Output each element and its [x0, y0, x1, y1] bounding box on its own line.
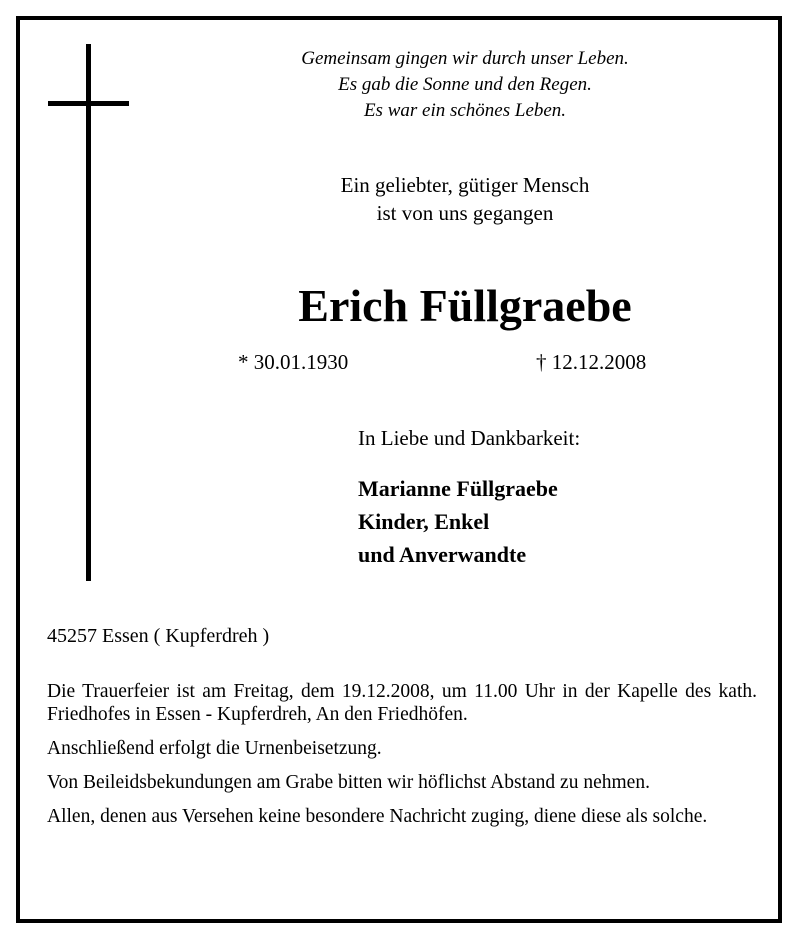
intro-line: ist von uns gegangen — [376, 201, 554, 225]
thanks-line: In Liebe und Dankbarkeit: — [358, 426, 581, 450]
mourner-name: und Anverwandte — [358, 542, 527, 567]
mourner-name: Kinder, Enkel — [358, 509, 490, 534]
mourners-list — [358, 472, 558, 571]
notice-paragraph: Anschließend erfolgt die Urnenbeisetzung. — [47, 738, 382, 759]
notice-paragraph: Von Beileidsbekundungen am Grabe bitten wir höflichst Abstand zu nehmen. — [47, 772, 650, 793]
birth-date: * 30.01.1930 — [238, 350, 349, 374]
deceased-name: Erich Füllgraebe — [298, 280, 632, 331]
notice-paragraph: Die Trauerfeier ist am Freitag, dem 19.12.2008, um 11.00 Uhr in der Kapelle des kath. Friedhofes in Essen - Kupferdreh, An den Friedhöfen. — [47, 681, 757, 725]
poem-line: Gemeinsam gingen wir durch unser Leben. — [301, 48, 629, 69]
death-date: † 12.12.2008 — [536, 350, 647, 374]
intro-line: Ein geliebter, gütiger Mensch — [340, 173, 590, 197]
funeral-notices — [47, 680, 757, 839]
obituary-frame — [16, 16, 782, 923]
poem-line: Es war ein schönes Leben. — [363, 100, 567, 121]
poem-line: Es gab die Sonne und den Regen. — [338, 74, 592, 95]
mourner-name: Marianne Füllgraebe — [358, 476, 558, 501]
intro-text — [170, 171, 760, 227]
location: 45257 Essen ( Kupferdreh ) — [47, 625, 270, 647]
cross-icon — [86, 44, 91, 581]
cross-icon-bar — [48, 101, 129, 106]
notice-paragraph: Allen, denen aus Versehen keine besondere Nachricht zuging, diene diese als solche. — [47, 806, 708, 827]
poem — [170, 46, 760, 124]
